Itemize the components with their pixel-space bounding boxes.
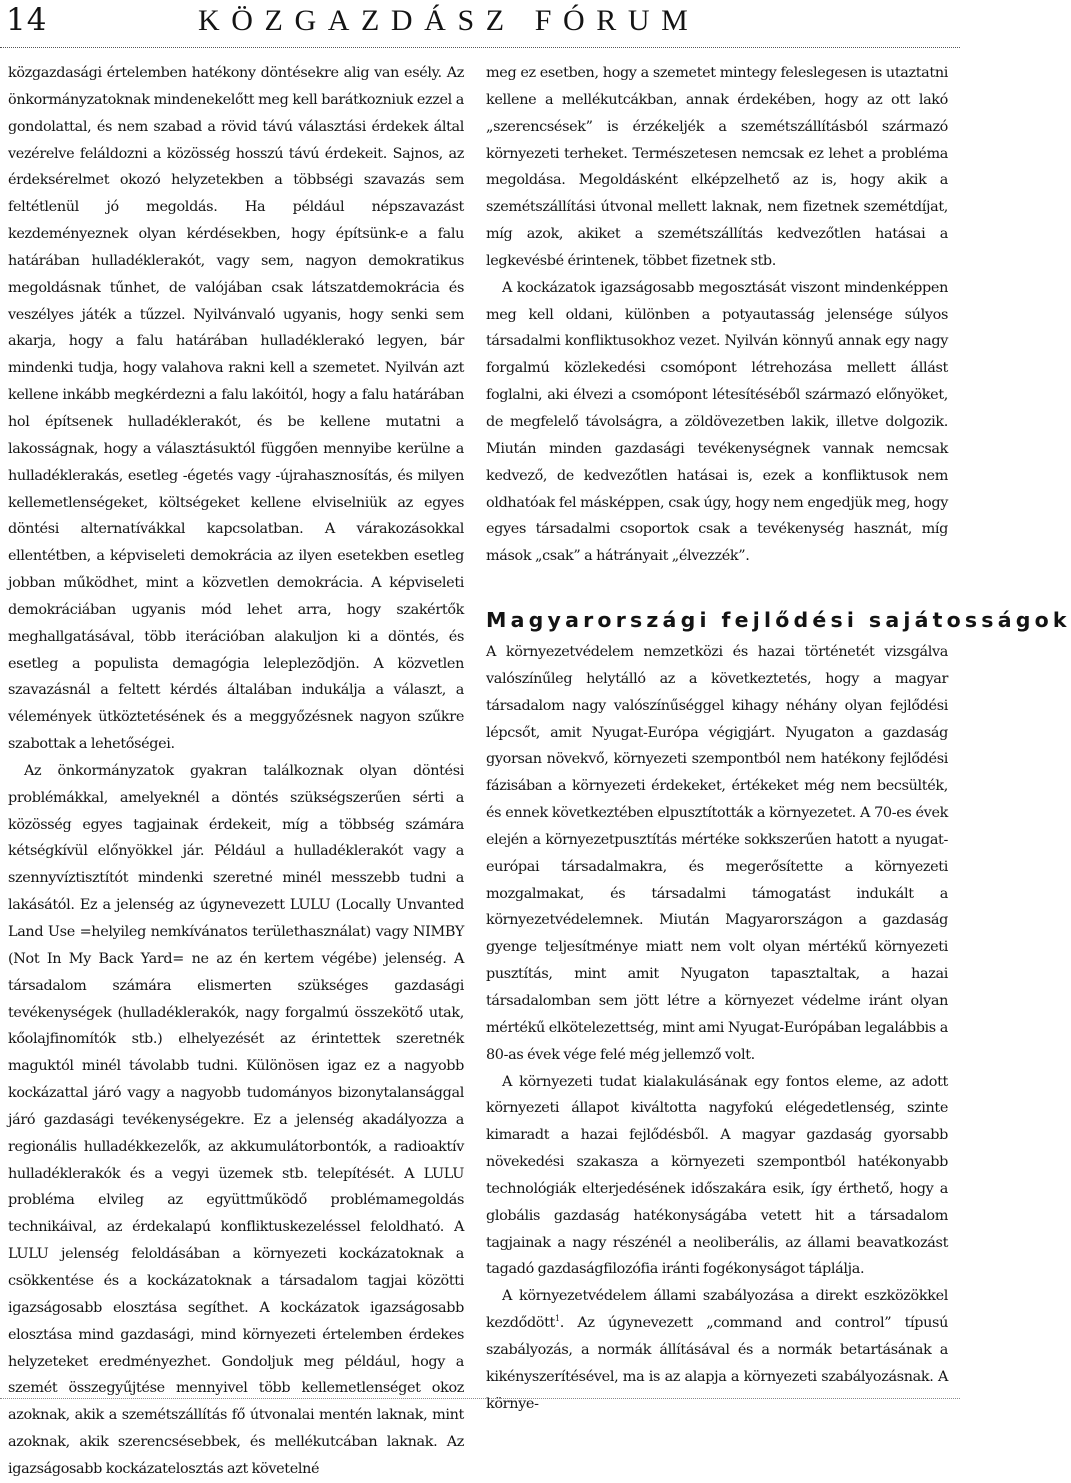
paragraph: közgazdasági értelemben hatékony döntésekre alig van esély. Az önkormányzatoknak mindenekelőtt meg kell barátkozniuk ezzel a gondolattal, és nem szabad a rövid távú választási érdekek által vezérelve feláldozni a közösség hosszú távú érdekeit. Sajnos, az érdeksérelmet okozó helyzetekben a többségi szavazás sem feltétlenül jó megoldás. Ha például népszavazást kezdeményeznek olyan kérdésekben, hogy építsünk-e a falu határában hulladéklerakót, vagy sem, nagyon demokratikus megoldásnak tűnhet, de valójában csak látszatdemokrácia és veszélyes játék a tűzzel. Nyilvánvaló ugyanis, hogy senki sem akarja, hogy a falu határában hulladéklerakó legyen, bár mindenki tudja, hogy valahova rakni kell a szemetet. Nyilván azt kellene inkább megkérdezni a falu lakóitól, hogy a falu határában hol építsenek hulladéklerakót, és be kellene mutatni a lakosságnak, hogy a választásuktól függően mennyibe kerülne a hulladéklerakás, esetleg -égetés vagy -újrahasznosítás, és milyen kellemetlenségeket, költségeket kellene elviselniük az egyes döntési alternatívákkal kapcsolatban. A várakozásokkal ellentétben, a képviseleti demokrácia az ilyen esetekben esetleg jobban működhet, mint a közvetlen demokrácia. A képviseleti demokráciában ugyanis mód lehet arra, hogy szakértők meghallgatásával, több iterációban alakuljon ki a döntés, és esetleg a populista demagógia leleplezõdjön. A közvetlen szavazásnál a feltett kérdés általában indukálja a választ, a vélemények ütköztetésének és a meggyőzésnek nagyon szűkre szabottak a lehetőségei.: [8, 65, 464, 753]
paragraph: meg ez esetben, hogy a szemetet mintegy feleslegesen is utaztatni kellene a mellékutcákban, annak érdekében, hogy az ott lakó „szerencsések” is érzékeljék a szemétszállításból származó környezeti terheket. Természetesen nemcsak ez lehet a probléma megoldása. Megoldásként elképzelhető az is, hogy akik a szemétszállítási útvonal mellett laknak, nem fizetnek szemétdíjat, míg azok, akiket a szemétszállítás kedvezőtlen hatásai a legkevésbé érintenek, többet fizetnek stb.: [486, 65, 948, 269]
section-heading: Magyarországi fejlődési sajátosságok: [486, 608, 1071, 633]
paragraph-text: . Az úgynevezett „command and control” típusú szabályozás, a normák állításával és a normák betartásának a kikényszerítésével, ma is az alapja a környezeti szabályozásnak. A környe-: [486, 1315, 948, 1412]
footnote-reference[interactable]: 1: [555, 1314, 560, 1324]
paragraph: A környezetvédelem nemzetközi és hazai történetét vizsgálva valószínűleg helytálló az a következtetés, hogy a magyar társadalom nagy valószínűséggel kihagy néhány olyan fejlődési lépcsőt, amit Nyugat-Európa végigjárt. Nyugaton a gazdaság gyorsan növekvő, környezeti szempontból nem hatékony fejlődési fázisában a környezeti érdekeket, értékeket még nem becsülték, és ennek következtében elpusztították a környezetet. A 70-es évek elején a környezetpusztítás mértéke sokkszerűen hatott a nyugat-európai társadalmakra, és megerősítette a környezeti mozgalmakat, és társadalmi támogatást indukált a környezetvédelemnek. Miután Magyarországon a gazdaság gyenge teljesítménye miatt nem volt olyan mértékű környezeti pusztítás, mint amit Nyugaton tapasztaltak, a hazai társadalomban sem jött létre a környezet védelme iránt olyan mértékű elkötelezettség, mint ami Nyugat-Európában legalábbis a 80-as évek vége felé még jellemző volt.: [486, 644, 948, 1063]
footer-divider: [0, 1398, 960, 1399]
left-column: [8, 60, 464, 1483]
paragraph: Az önkormányzatok gyakran találkoznak olyan döntési problémákkal, amelyeknél a döntés szükségszerűen sérti a közösség egyes tagjainak érdekeit, míg a többség számára kétségkívül előnyökkel jár. Például a hulladéklerakót vagy a szennyvíztisztítót mindenki szeretné minél messzebb tudni a lakásától. Ez a jelenség az úgynevezett LULU (Locally Unvanted Land Use =helyileg nemkívánatos területhasználat) vagy NIMBY (Not In My Back Yard= ne az én kertem végébe) jelenség. A társadalom számára elismerten szükséges gazdasági tevékenységek (hulladéklerakók, nagy forgalmú összekötő utak, kőolajfinomítók stb.) elhelyezését az érintettek szeretnék maguktól minél távolabb tudni. Különösen igaz ez a nagyobb kockázattal járó vagy a nagyobb tudományos bizonytalansággal járó gazdasági tevékenységekre. Ez a jelenség akadályozza a regionális hulladékkezelők, az akkumulátorbontók, a radioaktív hulladéklerakók és a vegyi üzemek stb. telepítését. A LULU probléma elvileg az együttműködő problémamegoldás technikáival, az érdekalapú konfliktuskezeléssel feloldható. A LULU jelenség feloldásában a környezeti kockázatoknak a csökkentése és a kockázatoknak a társadalom tagjai közötti igazságosabb elosztása segíthet. A kockázatok igazságosabb elosztása mind gazdasági, mind környezeti értelemben érdekes helyzeteket eredményezhet. Gondoljuk meg például, hogy a szemét összegyűjtése mennyivel több kellemetlenséget okoz azoknak, akik a szemétszállítás fő útvonalai mentén laknak, mint azoknak, akik szerencsésebbek, és mellékutcában laknak. Az igazságosabb kockázatelosztás azt követelné: [8, 762, 464, 1477]
page-number: 14: [6, 2, 48, 38]
right-column: [486, 60, 1071, 1418]
paragraph: A környezeti tudat kialakulásának egy fontos eleme, az adott környezeti állapot kiváltotta nagyfokú elégedetlenség, szinte kimaradt a hazai fejlődésből. A magyar gazdaság gyorsabb növekedési szakasza a környezeti szempontból hatékonyabb technológiák elterjedésének időszakára esik, így érthető, hogy a globális gazdaság hatékonyságába vetett hit a társadalom tagjainak a nagy részénél a neoliberális, az állami beavatkozást tagadó gazdaságfilozófia iránti fogékonyságot táplálja.: [486, 1073, 948, 1278]
paragraph-text: A környezetvédelem állami szabályozása a direkt eszközökkel kezdődött: [486, 1288, 948, 1332]
page-header: [0, 0, 960, 48]
header-divider: [0, 47, 960, 48]
journal-title: KÖZGAZDÁSZ FÓRUM: [198, 4, 700, 37]
paragraph: A kockázatok igazságosabb megosztását viszont mindenképpen meg kell oldani, különben a potyautasság jelensége súlyos társadalmi konfliktusokhoz vezet. Nyilván könnyű annak egy nagy forgalmú közlekedési csomópont létrehozása mellett állást foglalni, aki élvezi a csomópont létesítéséből származó előnyöket, de megfelelő távolságra, a zöldövezetben lakik, illetve dolgozik. Miután minden gazdasági tevékenységnek vannak nemcsak kedvező, de kedvezőtlen hatásai is, ezek a konfliktusok nem oldhatóak fel másképpen, csak úgy, hogy nem engedjük meg, hogy egyes társadalmi csoportok csak a tevékenység hasznát, míg mások „csak” a hátrányait „élvezzék”.: [486, 279, 948, 565]
